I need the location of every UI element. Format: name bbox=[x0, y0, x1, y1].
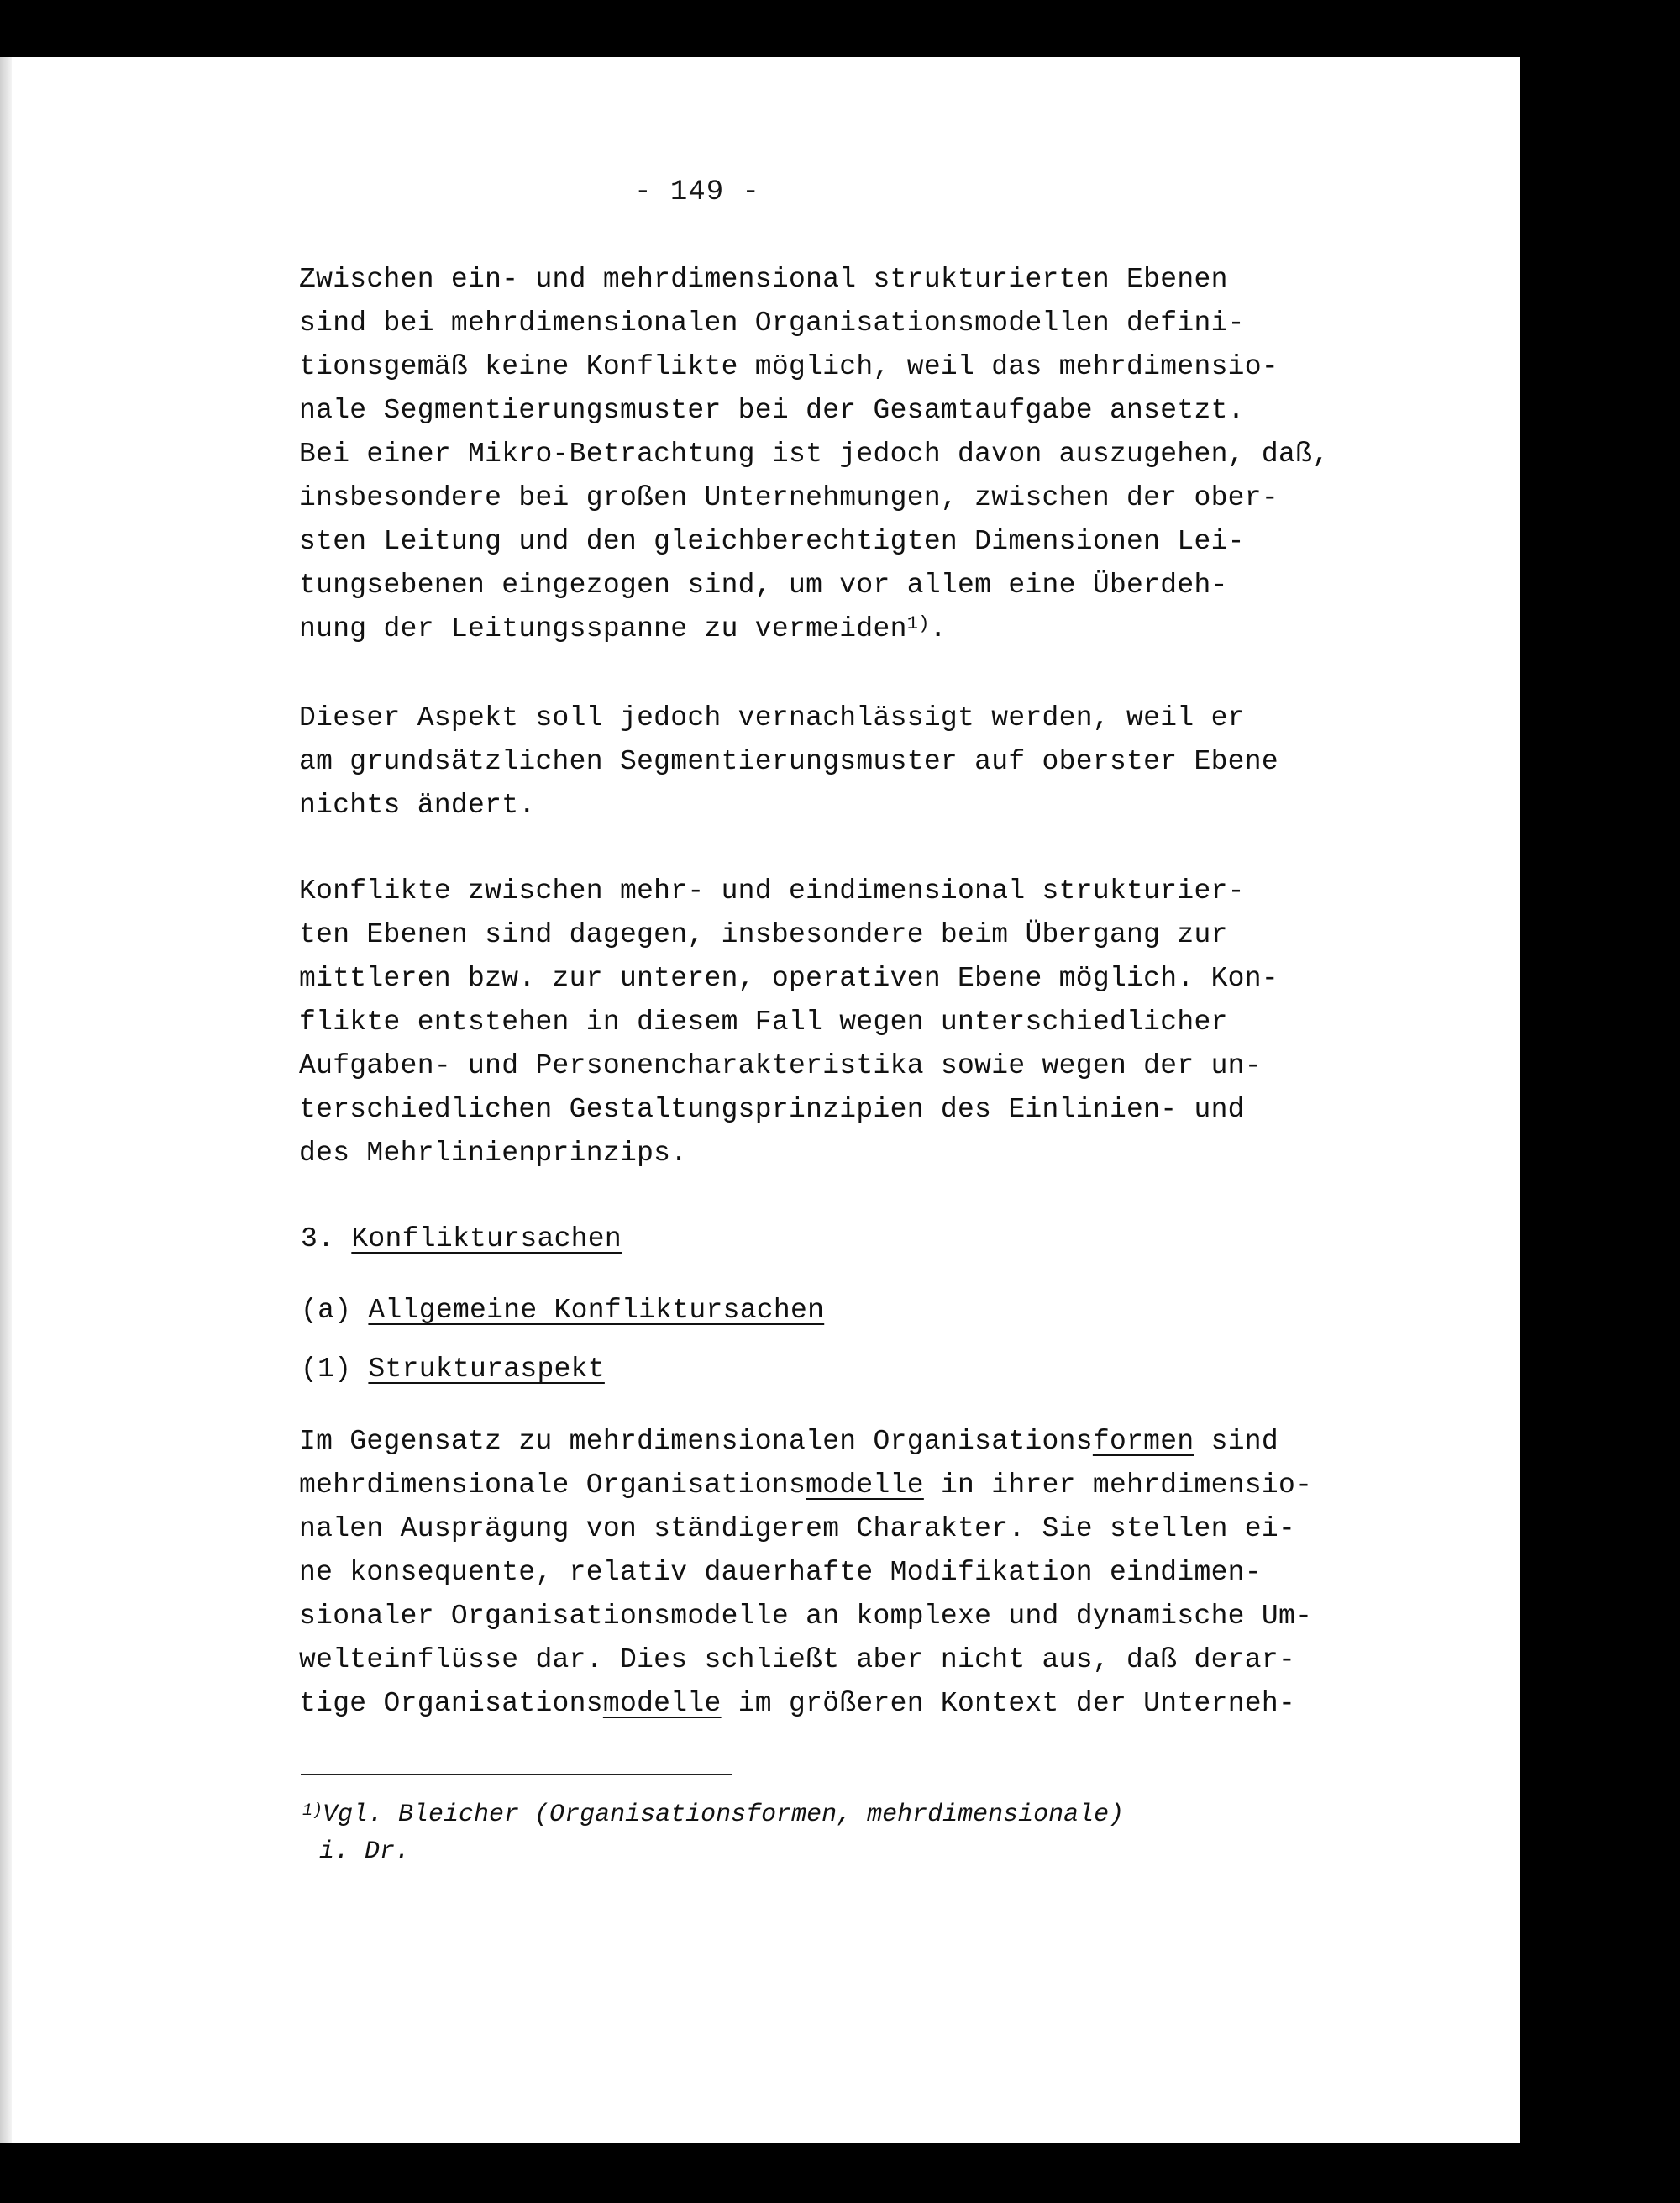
text-line bbox=[299, 1464, 1391, 1507]
text-segment: in ihrer mehrdimensio- bbox=[923, 1470, 1313, 1501]
text-line: Bei einer Mikro-Betrachtung ist jedoch davon auszugehen, daß, bbox=[299, 439, 1330, 470]
footnote-line: i. Dr. bbox=[319, 1838, 411, 1866]
subsection-title: Strukturaspekt bbox=[368, 1354, 605, 1385]
text-line bbox=[299, 1420, 1391, 1464]
text-line: sind bei mehrdimensionalen Organisationsmodellen defini- bbox=[299, 308, 1245, 339]
text-line: Dieser Aspekt soll jedoch vernachlässigt werden, weil er bbox=[299, 702, 1245, 733]
paragraph-1 bbox=[299, 258, 1391, 651]
text-line: sionaler Organisationsmodelle an komplexe und dynamische Um- bbox=[299, 1601, 1313, 1632]
emphasis-underline: modelle bbox=[806, 1470, 924, 1501]
subsection-number: (a) bbox=[301, 1295, 352, 1326]
text-line: ten Ebenen sind dagegen, insbesondere beim Übergang zur bbox=[299, 919, 1228, 950]
text-line: ne konsequente, relativ dauerhafte Modifikation eindimen- bbox=[299, 1557, 1262, 1588]
text-line: am grundsätzlichen Segmentierungsmuster auf oberster Ebene bbox=[299, 746, 1278, 777]
subsection-number: (1) bbox=[301, 1354, 352, 1385]
text-line: nichts ändert. bbox=[299, 790, 536, 821]
section-number: 3. bbox=[301, 1223, 335, 1254]
footnote bbox=[302, 1796, 1394, 1870]
subsection-heading-a bbox=[301, 1294, 824, 1328]
emphasis-underline: modelle bbox=[602, 1688, 722, 1719]
subsection-title: Allgemeine Konfliktursachen bbox=[368, 1295, 825, 1326]
text-line: sten Leitung und den gleichberechtigten Dimensionen Lei- bbox=[299, 526, 1245, 557]
paragraph-4 bbox=[299, 1420, 1391, 1726]
text-line: mittleren bzw. zur unteren, operativen Ebene möglich. Kon- bbox=[299, 963, 1278, 994]
section-title: Konfliktursachen bbox=[351, 1223, 622, 1254]
text-line: Konflikte zwischen mehr- und eindimensional strukturier- bbox=[299, 875, 1245, 907]
text-line: welteinflüsse dar. Dies schließt aber nicht aus, daß derar- bbox=[299, 1644, 1296, 1675]
text-segment: nung der Leitungsspanne zu vermeiden bbox=[299, 613, 907, 644]
text-segment: im größeren Kontext der Unterneh- bbox=[721, 1688, 1296, 1719]
paragraph-2 bbox=[299, 697, 1391, 828]
footnote-reference: 1) bbox=[906, 613, 930, 634]
text-segment: Im Gegensatz zu mehrdimensionalen Organisations bbox=[299, 1426, 1093, 1457]
text-line: des Mehrlinienprinzips. bbox=[299, 1138, 688, 1169]
subsection-heading-1 bbox=[301, 1353, 605, 1386]
text-segment: mehrdimensionale Organisations bbox=[299, 1470, 806, 1501]
text-segment: . bbox=[929, 613, 947, 644]
text-line: tionsgemäß keine Konflikte möglich, weil das mehrdimensio- bbox=[299, 351, 1278, 382]
emphasis-underline: formen bbox=[1092, 1426, 1194, 1457]
text-line: flikte entstehen in diesem Fall wegen unterschiedlicher bbox=[299, 1007, 1228, 1038]
text-line: terschiedlichen Gestaltungsprinzipien des Einlinien- und bbox=[299, 1094, 1245, 1125]
text-segment: tige Organisations bbox=[299, 1688, 603, 1719]
binding-gutter bbox=[0, 57, 12, 2143]
text-line: insbesondere bei großen Unternehmungen, zwischen der ober- bbox=[299, 482, 1278, 513]
text-line: nale Segmentierungsmuster bei der Gesamtaufgabe ansetzt. bbox=[299, 395, 1245, 426]
text-line bbox=[299, 1682, 1391, 1726]
text-line: Aufgaben- und Personencharakteristika sowie wegen der un- bbox=[299, 1050, 1262, 1081]
footnote-text: Vgl. Bleicher (Organisationsformen, mehrdimensionale) bbox=[323, 1801, 1125, 1829]
section-heading-3 bbox=[301, 1222, 622, 1256]
footnote-divider bbox=[301, 1774, 732, 1775]
footnote-line bbox=[302, 1796, 1394, 1833]
text-line bbox=[299, 607, 1391, 651]
paragraph-3 bbox=[299, 870, 1391, 1175]
footnote-marker: 1) bbox=[302, 1801, 323, 1821]
text-line: nalen Ausprägung von ständigerem Charakter. Sie stellen ei- bbox=[299, 1513, 1296, 1544]
text-line: tungsebenen eingezogen sind, um vor allem eine Überdeh- bbox=[299, 570, 1228, 601]
page-number: - 149 - bbox=[634, 176, 760, 208]
text-segment: sind bbox=[1194, 1426, 1279, 1457]
text-line: Zwischen ein- und mehrdimensional strukturierten Ebenen bbox=[299, 264, 1228, 295]
